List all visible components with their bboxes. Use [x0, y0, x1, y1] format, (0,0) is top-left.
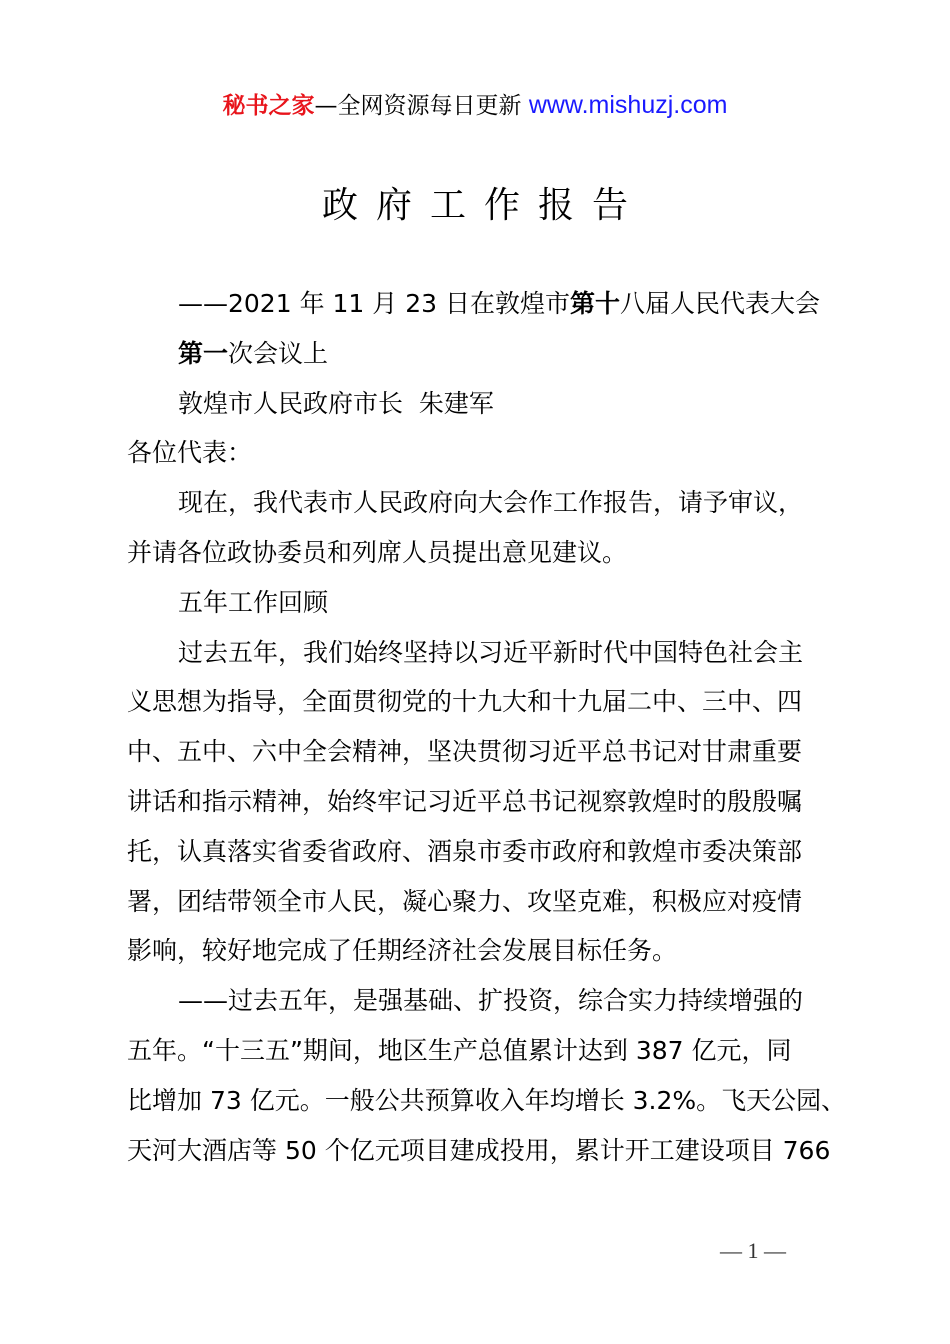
paragraph-line: 现在，我代表市人民政府向大会作工作报告，请予审议， [178, 488, 804, 518]
subtitle-text: 八届人民代表大会 [620, 289, 821, 318]
banner-tagline: —全网资源每日更新 [314, 93, 529, 119]
speaker-line: 敦煌市人民政府市长 朱建军 [178, 388, 494, 418]
site-url-link[interactable]: www.mishuzj.com [528, 91, 728, 119]
paragraph-line: 影响，较好地完成了任期经济社会发展目标任务。 [127, 936, 678, 966]
subtitle-text: ——2021 年 11 月 23 日在敦煌市 [178, 289, 570, 318]
paragraph-line: 五年。“十三五”期间，地区生产总值累计达到 387 亿元，同 [127, 1035, 792, 1065]
paragraphs [127, 478, 847, 1175]
subtitle-line-1 [127, 279, 837, 329]
paragraph-line: 五年工作回顾 [178, 587, 329, 617]
paragraph-line: 署，团结带领全市人民，凝心聚力、攻坚克难，积极应对疫情 [127, 886, 803, 916]
paragraph-line: ——过去五年，是强基础、扩投资，综合实力持续增强的 [178, 986, 804, 1016]
subtitle-bold: 第十 [569, 289, 620, 318]
page-number: — 1 — [720, 1238, 786, 1263]
subtitle-bold: 第一 [178, 338, 229, 368]
paragraph-line: 天河大酒店等 50 个亿元项目建成投用，累计开工建设项目 766 [127, 1135, 831, 1165]
salutation: 各位代表： [127, 438, 253, 468]
brand-name: 秘书之家 [222, 93, 315, 119]
document-title: 政府工作报告 [321, 185, 646, 226]
paragraph-line: 并请各位政协委员和列席人员提出意见建议。 [127, 537, 628, 567]
paragraph-line: 过去五年，我们始终坚持以习近平新时代中国特色社会主 [178, 637, 804, 667]
paragraph-line: 讲话和指示精神，始终牢记习近平总书记视察敦煌时的殷殷嘱 [127, 786, 803, 816]
subtitle-line-2 [127, 329, 837, 379]
document-body [127, 279, 847, 1175]
site-banner [0, 88, 950, 123]
paragraph-line: 中、五中、六中全会精神，坚决贯彻习近平总书记对甘肃重要 [127, 737, 803, 767]
paragraph-line: 托，认真落实省委省政府、酒泉市委市政府和敦煌市委决策部 [127, 836, 803, 866]
subtitle-text: 次会议上 [228, 338, 329, 368]
paragraph-line: 义思想为指导，全面贯彻党的十九大和十九届二中、三中、四 [127, 687, 803, 717]
paragraph-line: 比增加 73 亿元。一般公共预算收入年均增长 3.2%。飞天公园、 [127, 1085, 847, 1115]
